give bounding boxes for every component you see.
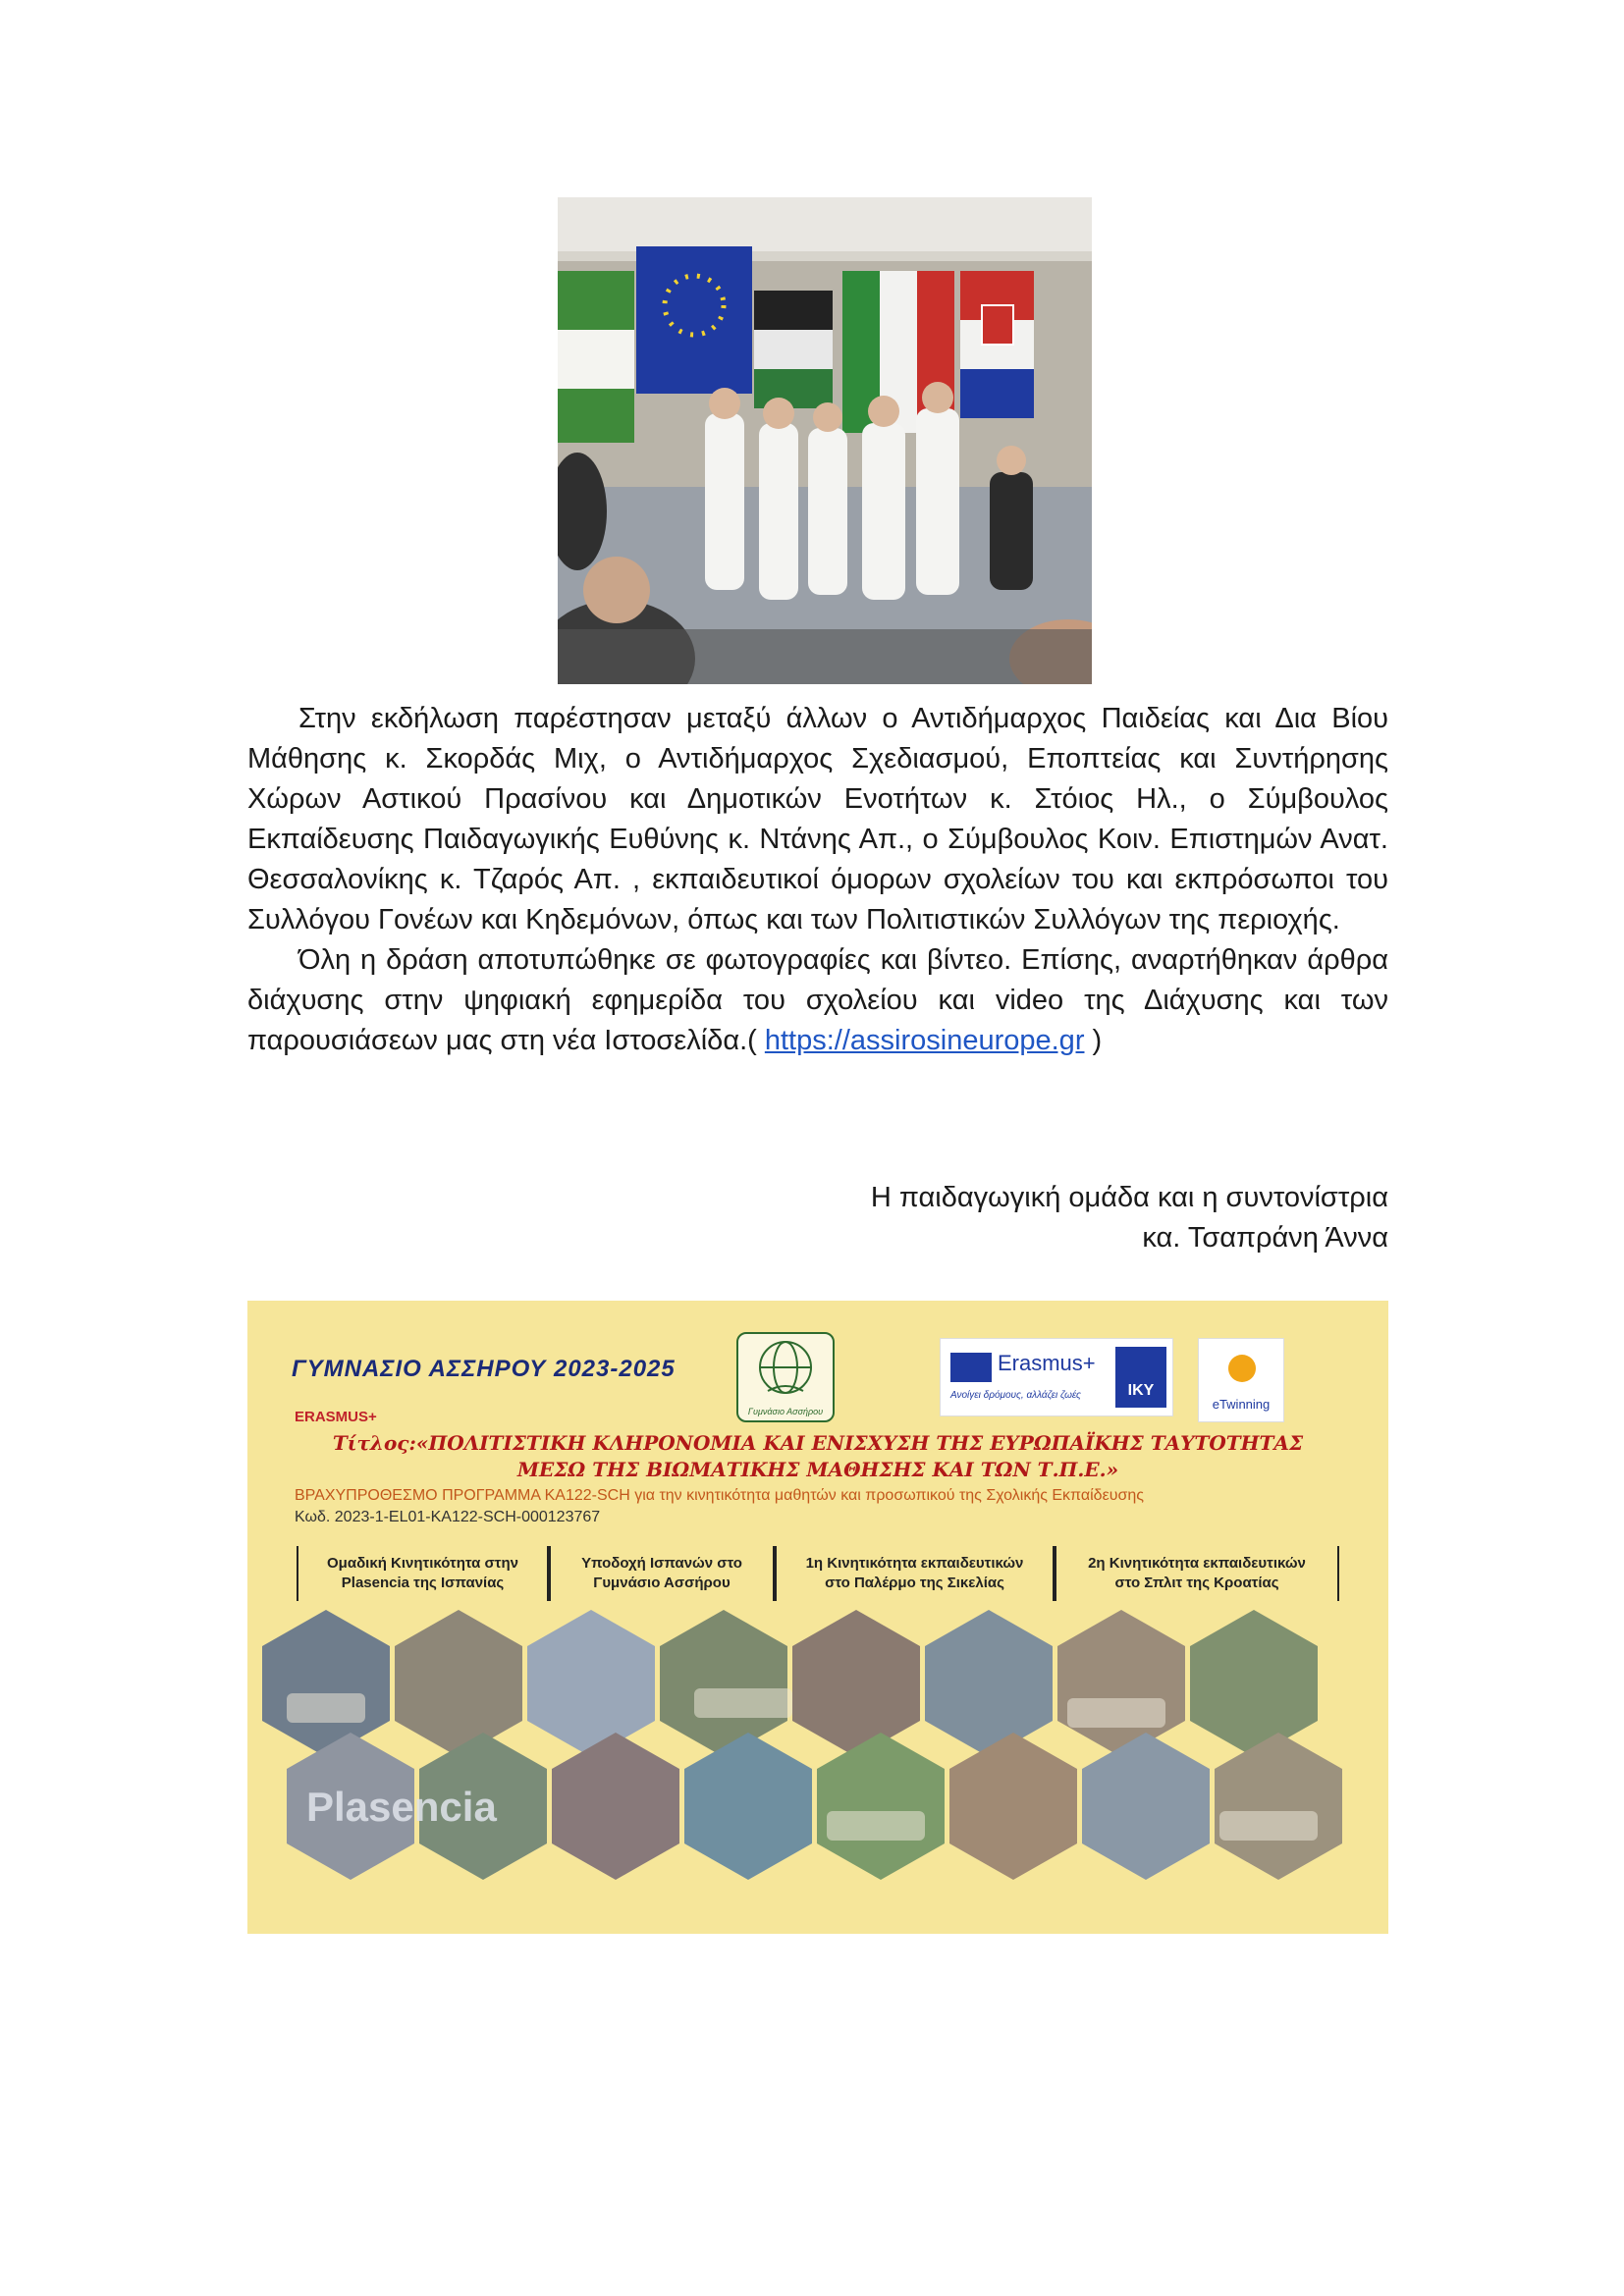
photo-collage — [247, 1301, 1388, 1934]
mobility-3-line-2: στο Παλέρμο της Σικελίας — [825, 1575, 1004, 1591]
event-photo-illustration — [558, 197, 1092, 684]
mobility-3-line-1: 1η Κινητικότητα εκπαιδευτικών — [805, 1555, 1024, 1572]
poster-subtitle: ΒΡΑΧΥΠΡΟΘΕΣΜΟ ΠΡΟΓΡΑΜΜΑ ΚΑ122-SCH για την κινητικότητα μαθητών και προσωπικού της Σχολικής Εκπαίδευσης — [295, 1487, 1144, 1504]
etwinning-logo-text: eTwinning — [1212, 1397, 1271, 1412]
poster-title-text-1: «ΠΟΛΙΤΙΣΤΙΚΗ ΚΛΗΡΟΝΟΜΙΑ ΚΑΙ ΕΝΙΣΧΥΣΗ ΤΗΣ ΕΥΡΩΠΑΪΚΗΣ ΤΑΥΤΟΤΗΤΑΣ — [415, 1431, 1304, 1455]
collage-row-1 — [262, 1610, 1318, 1757]
signature-line-1: Η παιδαγωγική ομάδα και η συντονίστρια — [870, 1182, 1388, 1213]
website-link[interactable]: https://assirosineurope.gr — [764, 1025, 1085, 1056]
body-text — [247, 699, 1388, 1061]
mobility-4-line-1: 2η Κινητικότητα εκπαιδευτικών — [1088, 1555, 1306, 1572]
poster-school-title: ΓΥΜΝΑΣΙΟ ΑΣΣΗΡΟΥ 2023-2025 — [292, 1356, 676, 1382]
flag-2 — [754, 291, 833, 408]
school-logo-caption: Γυμνάσιο Ασσήρου — [747, 1407, 824, 1416]
project-poster — [247, 1301, 1388, 1934]
mobility-2-line-1: Υποδοχή Ισπανών στο — [581, 1555, 742, 1572]
poster-code: Κωδ. 2023-1-EL01-KA122-SCH-000123767 — [295, 1509, 601, 1525]
mobility-4-line-2: στο Σπλιτ της Κροατίας — [1114, 1575, 1279, 1591]
dissemination-close: ) — [1084, 1025, 1103, 1056]
paragraph-dissemination — [247, 940, 1388, 1061]
mobility-1-line-2: Plasencia της Ισπανίας — [341, 1575, 505, 1591]
erasmus-slogan: Ανοίγει δρόμους, αλλάζει ζωές — [950, 1390, 1081, 1401]
mobility-1-line-1: Ομαδική Κινητικότητα στην — [327, 1555, 518, 1572]
poster-title-line-2: ΜΕΣΩ ΤΗΣ ΒΙΩΜΑΤΙΚΗΣ ΜΑΘΗΣΗΣ ΚΑΙ ΤΩΝ Τ.Π.Ε.» — [516, 1458, 1119, 1481]
erasmus-logo-text: Erasmus+ — [998, 1351, 1096, 1375]
flag-croatia — [960, 271, 1034, 418]
event-photo — [558, 197, 1092, 684]
mobility-2-line-2: Γυμνάσιο Ασσήρου — [593, 1575, 731, 1591]
collage-plasencia-text: Plasencia — [306, 1784, 497, 1830]
dissemination-text: Όλη η δράση αποτυπώθηκε σε φωτογραφίες και βίντεο. Επίσης, αναρτήθηκαν άρθρα διάχυσης στην ψηφιακή εφημερίδα του σχολείου και video της Διάχυσης και των παρουσιάσεων μας στη νέα Ιστοσελίδα.( — [247, 944, 1388, 1056]
poster-program: ERASMUS+ — [295, 1409, 377, 1425]
flag-1 — [558, 271, 634, 443]
signature — [871, 1178, 1388, 1258]
flag-eu — [636, 246, 752, 394]
iky-logo: IKY — [1115, 1347, 1166, 1408]
poster-title-label: Τίτλος: — [332, 1431, 416, 1455]
signature-line-2: κα. Τσαπράνη Άννα — [1142, 1222, 1388, 1254]
paragraph-attendees: Στην εκδήλωση παρέστησαν μεταξύ άλλων ο Αντιδήμαρχος Παιδείας και Δια Βίου Μάθησης κ. Σκορδάς Μιχ, ο Αντιδήμαρχος Σχεδιασμού, Εποπτείας και Συντήρησης Χώρων Αστικού Πρασίνου και Δημοτικών Ενοτήτων κ. Στόιος Ηλ., ο Σύμβουλος Εκπαίδευσης Παιδαγωγικής Ευθύνης κ. Ντάνης Απ., ο Σύμβουλος Κοιν. Επιστημών Ανατ. Θεσσαλονίκης κ. Τζαρός Απ. , εκπαιδευτικοί όμορων σχολείων του και εκπρόσωποι του Συλλόγου Γονέων και Κηδεμόνων, όπως και των Πολιτιστικών Συλλόγων της περιοχής. — [247, 703, 1388, 935]
